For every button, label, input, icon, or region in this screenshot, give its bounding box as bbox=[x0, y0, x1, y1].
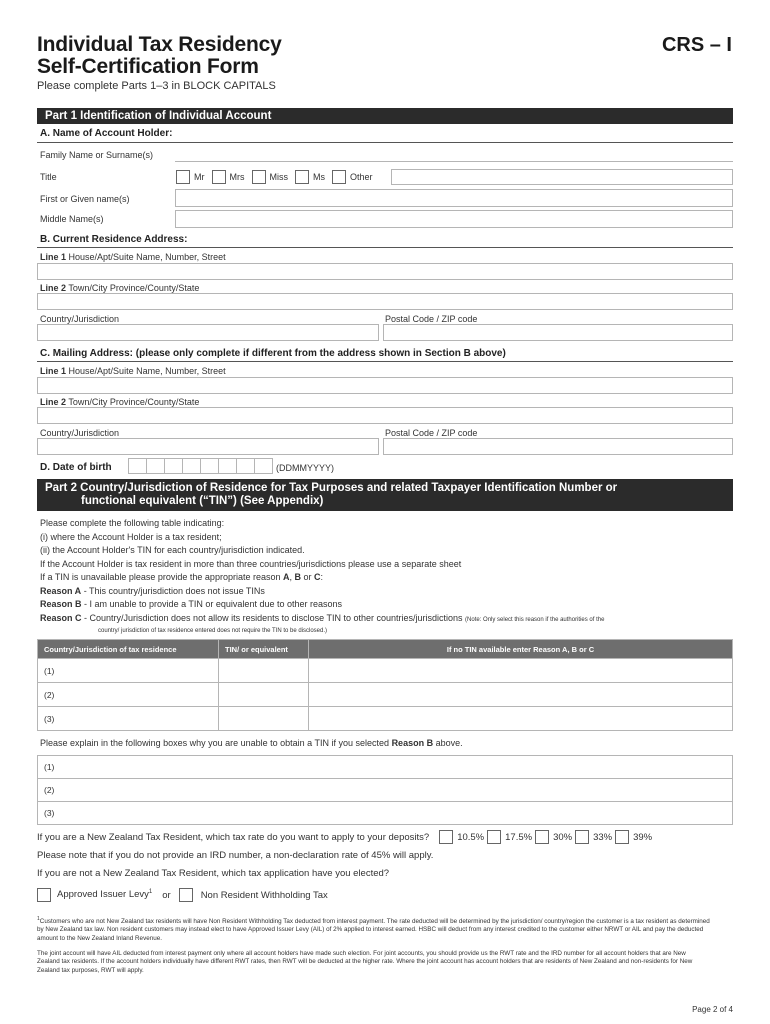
table-row bbox=[38, 779, 733, 802]
title-mr-checkbox[interactable] bbox=[176, 170, 190, 184]
footnote-2: The joint account will have AIL deducted from interest payment only where all account holders have made such election. For joint accounts, you should provide us the RWT rate and the IRD number for all account holders that are New Zealand tax residents. If the account holders individually have different RWT rates, then RWT will be deducted at the higher rate. Where the joint account has account holders that are residents of New Zealand and non-residents for New Zealand tax purposes, RWT will apply. bbox=[37, 950, 693, 974]
explain-row[interactable]: (1) bbox=[38, 756, 733, 779]
title-miss-checkbox[interactable] bbox=[252, 170, 266, 184]
residence-line1-label bbox=[40, 252, 226, 262]
col-tin-header: TIN/ or equivalent bbox=[219, 640, 309, 659]
tin-cell[interactable] bbox=[219, 707, 309, 731]
title-ms-label: Ms bbox=[313, 172, 325, 182]
form-instruction: Please complete Parts 1–3 in BLOCK CAPITALS bbox=[37, 80, 276, 92]
tin-cell[interactable] bbox=[219, 683, 309, 707]
rate-label: 30% bbox=[553, 831, 573, 843]
form-code: CRS – I bbox=[661, 34, 732, 56]
divider bbox=[37, 247, 733, 248]
reason-a-label: Reason A bbox=[40, 585, 82, 596]
reason-c-line bbox=[40, 612, 604, 628]
explain-row[interactable]: (3) bbox=[38, 802, 733, 825]
reason-cell[interactable] bbox=[309, 707, 733, 731]
instruction-line: (i) where the Account Holder is a tax resident; bbox=[40, 531, 222, 542]
table-row bbox=[38, 802, 733, 825]
ail-label bbox=[57, 889, 152, 900]
middle-name-field[interactable] bbox=[175, 210, 733, 228]
rate-39-checkbox[interactable] bbox=[615, 830, 629, 844]
text: A bbox=[282, 572, 290, 582]
form-title-line1: Individual Tax Residency bbox=[37, 33, 282, 56]
section-d-heading: D. Date of birth bbox=[40, 462, 112, 473]
nrwt-label: Non Resident Withholding Tax bbox=[200, 889, 328, 901]
mailing-postal-label: Postal Code / ZIP code bbox=[385, 428, 478, 438]
date-format-hint: (DDMMYYYY) bbox=[276, 463, 334, 473]
line2-bold: Line 2 bbox=[40, 283, 67, 293]
first-name-label: First or Given name(s) bbox=[40, 194, 130, 204]
ird-note: Please note that if you do not provide an IRD number, a non-declaration rate of 45% will apply. bbox=[37, 850, 434, 861]
footnote-marker: 1 bbox=[37, 916, 40, 922]
non-resident-options bbox=[37, 888, 328, 902]
col-reason-header: If no TIN available enter Reason A, B or C bbox=[309, 640, 733, 659]
residence-line1-field[interactable] bbox=[37, 263, 733, 280]
table-row bbox=[38, 756, 733, 779]
rate-17-5-checkbox[interactable] bbox=[487, 830, 501, 844]
row-number[interactable]: (2) bbox=[38, 683, 219, 707]
title-other-field[interactable] bbox=[391, 169, 733, 185]
mailing-line2-field[interactable] bbox=[37, 407, 733, 424]
part1-heading: Part 1 Identification of Individual Account bbox=[37, 108, 733, 124]
nz-tax-question: If you are a New Zealand Tax Resident, which tax rate do you want to apply to your deposits? bbox=[37, 831, 430, 843]
title-other-checkbox[interactable] bbox=[332, 170, 346, 184]
rate-label: 33% bbox=[593, 831, 613, 843]
text: Reason B bbox=[391, 738, 434, 748]
reason-c-label: Reason C bbox=[40, 612, 82, 623]
rate-30-checkbox[interactable] bbox=[535, 830, 549, 844]
reason-c-note: (Note: Only select this reason if the authorities of the bbox=[465, 616, 605, 623]
section-a-heading: A. Name of Account Holder: bbox=[40, 128, 173, 139]
residence-line2-label bbox=[40, 283, 199, 293]
section-b-heading: B. Current Residence Address: bbox=[40, 234, 188, 245]
title-mrs-label: Mrs bbox=[229, 172, 245, 182]
text: Approved Issuer Levy bbox=[57, 889, 149, 901]
residence-postal-label: Postal Code / ZIP code bbox=[385, 314, 478, 324]
reason-c-note-cont: country/ jurisdiction of tax residence entered does not require the TIN to be disclosed.) bbox=[98, 628, 328, 634]
table-row bbox=[38, 707, 733, 731]
residence-country-field[interactable] bbox=[37, 324, 379, 341]
mailing-line2-label bbox=[40, 397, 199, 407]
title-mr-label: Mr bbox=[194, 172, 205, 182]
divider bbox=[37, 142, 733, 143]
line2-text: Town/City Province/County/State bbox=[68, 283, 200, 293]
tin-cell[interactable] bbox=[219, 659, 309, 683]
row-number[interactable]: (1) bbox=[38, 659, 219, 683]
non-resident-question: If you are not a New Zealand Tax Resident, which tax application have you elected? bbox=[37, 868, 390, 879]
dob-digit-4[interactable] bbox=[183, 458, 201, 474]
instruction-line: (ii) the Account Holder's TIN for each country/jurisdiction indicated. bbox=[40, 545, 305, 555]
row-number[interactable]: (3) bbox=[38, 707, 219, 731]
title-miss-label: Miss bbox=[269, 172, 288, 182]
title-options bbox=[176, 170, 373, 184]
table-row bbox=[38, 659, 733, 683]
reason-b-label: Reason B bbox=[40, 599, 82, 609]
nz-tax-rate-row bbox=[37, 830, 750, 844]
text: , bbox=[289, 572, 295, 582]
nrwt-checkbox[interactable] bbox=[179, 888, 193, 902]
reason-a-text: - This country/jurisdiction does not issue TINs bbox=[81, 585, 265, 596]
dob-digit-6[interactable] bbox=[219, 458, 237, 474]
col-country-header: Country/Jurisdiction of tax residence bbox=[38, 640, 219, 659]
form-title bbox=[37, 34, 282, 78]
line1-text: House/Apt/Suite Name, Number, Street bbox=[68, 366, 226, 376]
line2-bold: Line 2 bbox=[40, 397, 67, 407]
text: : bbox=[320, 572, 324, 582]
residence-line2-field[interactable] bbox=[37, 293, 733, 310]
form-title-line2: Self-Certification Form bbox=[37, 55, 259, 78]
text: above. bbox=[433, 738, 463, 748]
mailing-country-label: Country/Jurisdiction bbox=[40, 428, 120, 438]
ail-checkbox[interactable] bbox=[37, 888, 51, 902]
line1-bold: Line 1 bbox=[40, 252, 67, 262]
residence-country-label: Country/Jurisdiction bbox=[40, 314, 120, 324]
part2-heading-line1: Part 2 Country/Jurisdiction of Residence for Tax Purposes and related Taxpayer Identification Number or bbox=[45, 482, 618, 494]
mailing-postal-field[interactable] bbox=[383, 438, 733, 455]
family-name-field[interactable] bbox=[175, 146, 733, 162]
middle-name-label: Middle Name(s) bbox=[40, 214, 104, 224]
table-row bbox=[38, 683, 733, 707]
dob-digit-1[interactable] bbox=[129, 458, 147, 474]
rate-label: 10.5% bbox=[457, 831, 485, 843]
divider bbox=[37, 361, 733, 362]
title-other-label: Other bbox=[350, 172, 373, 182]
tin-unavailable-line bbox=[40, 571, 604, 585]
tin-table bbox=[37, 639, 733, 731]
footnote-marker: 1 bbox=[148, 889, 153, 896]
title-mrs-checkbox[interactable] bbox=[212, 170, 226, 184]
reason-cell[interactable] bbox=[309, 659, 733, 683]
instruction-line: Please complete the following table indicating: bbox=[40, 518, 225, 528]
family-name-label: Family Name or Surname(s) bbox=[40, 150, 154, 160]
instruction-line: If the Account Holder is tax resident in more than three countries/jurisdictions please use a separate sheet bbox=[40, 558, 462, 569]
part2-heading bbox=[37, 479, 733, 511]
title-label: Title bbox=[40, 172, 57, 182]
dob-digit-8[interactable] bbox=[255, 458, 273, 474]
title-ms-checkbox[interactable] bbox=[295, 170, 309, 184]
text: If a TIN is unavailable please provide the appropriate reason bbox=[40, 572, 283, 582]
footnote-1 bbox=[37, 915, 710, 943]
rate-label: 17.5% bbox=[505, 831, 533, 843]
footnote-text: Customers who are not New Zealand tax residents will have Non Resident Withholding Tax deducted from interest payment. The rate deducted will be determined by the jurisdiction/ country/region the customer is a tax resident as determined by New Zealand tax law. Non resident customers may instead elect to have Approved Issuer Levy (AIL) of 2% applied to interest earned. HSBC will deduct from any interest credited to the customer either NRWT or AIL and pay the deducted amount to the New Zealand Inland Revenue. bbox=[37, 918, 710, 942]
explain-instruction bbox=[40, 737, 463, 751]
text: B bbox=[294, 572, 301, 582]
line2-text: Town/City Province/County/State bbox=[68, 397, 200, 407]
rate-label: 39% bbox=[633, 831, 653, 843]
explain-table bbox=[37, 755, 733, 825]
page-number: Page 2 of 4 bbox=[692, 1005, 733, 1014]
reason-b-line bbox=[40, 598, 604, 612]
residence-postal-field[interactable] bbox=[383, 324, 733, 341]
reason-cell[interactable] bbox=[309, 683, 733, 707]
reason-c-text: - Country/Jurisdiction does not allow its residents to disclose TIN to other countries/jurisdictions bbox=[81, 612, 466, 623]
or-label: or bbox=[162, 889, 171, 901]
line1-bold: Line 1 bbox=[40, 366, 67, 376]
first-name-field[interactable] bbox=[175, 189, 733, 207]
text: Please explain in the following boxes why you are unable to obtain a TIN if you selected bbox=[40, 738, 392, 748]
explain-row[interactable]: (2) bbox=[38, 779, 733, 802]
rate-33-checkbox[interactable] bbox=[575, 830, 589, 844]
dob-digit-7[interactable] bbox=[237, 458, 255, 474]
dob-digit-2[interactable] bbox=[147, 458, 165, 474]
section-c-heading: C. Mailing Address: (please only complete if different from the address shown in Section B above) bbox=[40, 348, 506, 359]
reason-a-line bbox=[40, 585, 604, 599]
line1-text: House/Apt/Suite Name, Number, Street bbox=[68, 252, 226, 262]
dob-digit-3[interactable] bbox=[165, 458, 183, 474]
text: C bbox=[314, 572, 321, 582]
part2-instructions bbox=[40, 517, 604, 635]
mailing-country-field[interactable] bbox=[37, 438, 379, 455]
mailing-line1-field[interactable] bbox=[37, 377, 733, 394]
rate-10-5-checkbox[interactable] bbox=[439, 830, 453, 844]
part2-heading-line2: functional equivalent (“TIN”) (See Appendix) bbox=[81, 495, 324, 507]
dob-digit-5[interactable] bbox=[201, 458, 219, 474]
mailing-line1-label bbox=[40, 366, 226, 376]
date-of-birth-field[interactable] bbox=[128, 458, 273, 474]
text: or bbox=[301, 572, 315, 582]
reason-b-text: - I am unable to provide a TIN or equivalent due to other reasons bbox=[81, 599, 343, 609]
